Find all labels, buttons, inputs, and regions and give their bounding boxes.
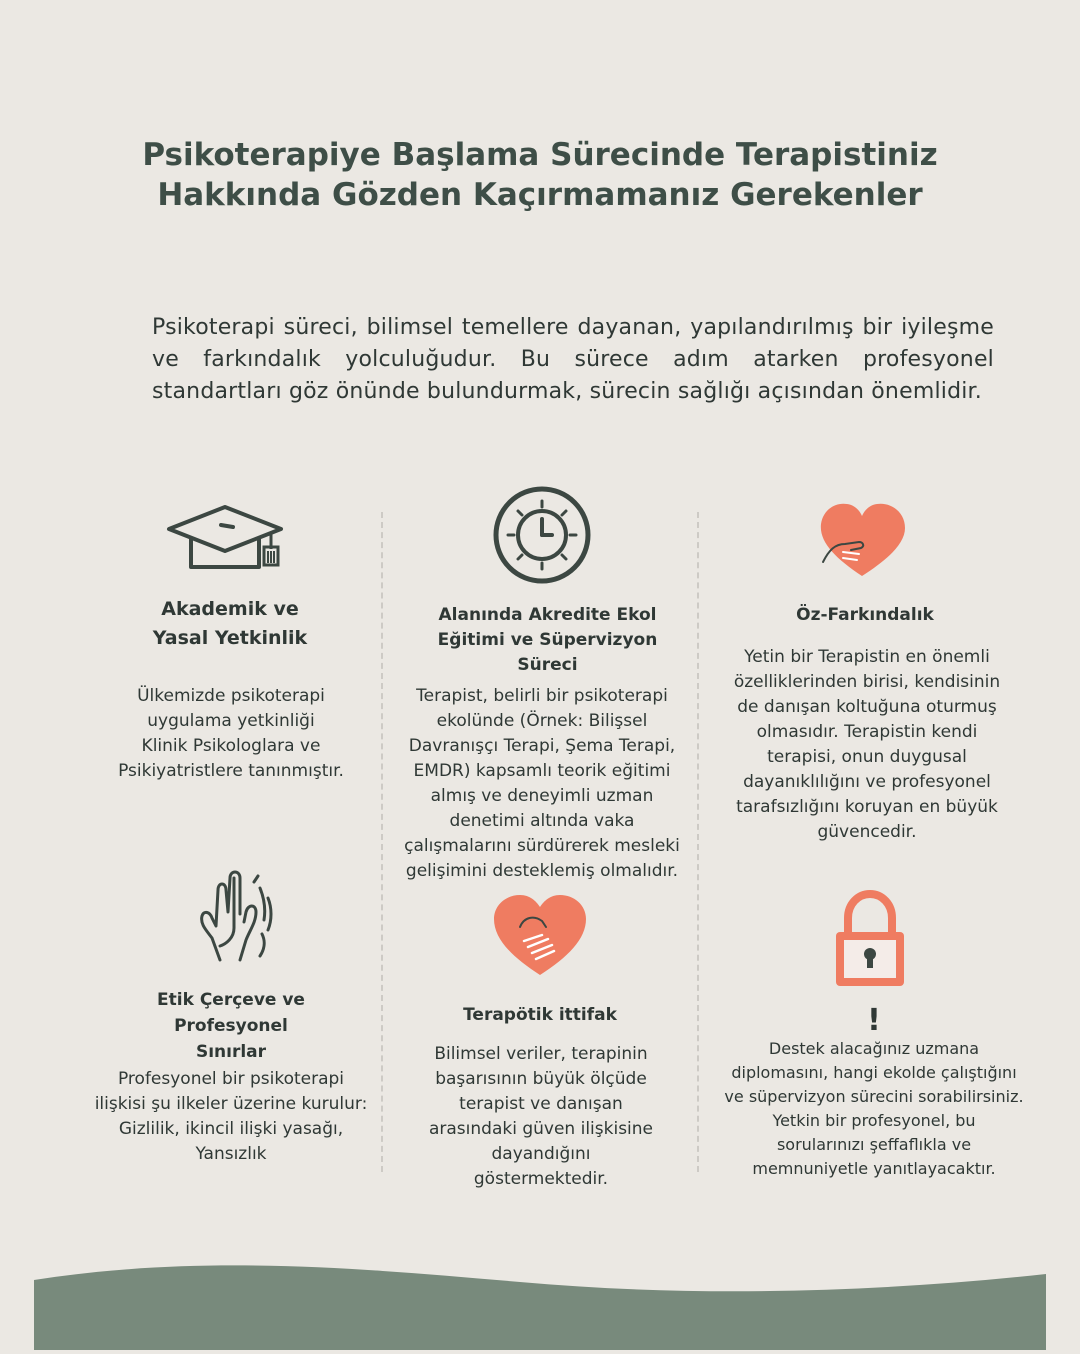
hands-icon	[190, 868, 280, 966]
intro-paragraph: Psikoterapi süreci, bilimsel temellere dayanan, yapılandırılmış bir iyileşme ve farkındalık yolculuğudur. Bu sürece adım atarken profesyonel standartları göz önünde bulundurmak, sürecin sağlığı açısından önemlidir.	[152, 315, 994, 404]
card-title-oz-farkindalik: Öz-Farkındalık	[796, 605, 934, 625]
clock-icon	[490, 485, 594, 585]
card-title-akademik: Akademik ve Yasal Yetkinlik	[152, 598, 308, 649]
card-text-etik: Profesyonel bir psikoterapi ilişkisi şu ilkeler üzerine kurulur: Gizlilik, ikincil ilişki yasağı, Yansızlık	[94, 1069, 368, 1164]
card-title-etik: Etik Çerçeve ve Profesyonel Sınırlar	[157, 990, 305, 1062]
card-title-terapotik: Terapötik ittifak	[463, 1005, 617, 1025]
card-text-oz-farkindalik: Yetin bir Terapistin en önemli özelliklerinden birisi, kendisinin de danışan koltuğuna oturmuş olmasıdır. Terapistin kendi terapisi, onun duygusal dayanıklılığını ve profesyonel tarafsızlığını koruyan en büyük güvencedir.	[733, 647, 1001, 842]
page-title	[90, 135, 990, 215]
padlock-icon	[832, 890, 908, 990]
card-text-terapotik: Bilimsel veriler, terapinin başarısının büyük ölçüde terapist ve danışan arasındaki güven ilişkisine dayandığını göstermektedir.	[428, 1044, 654, 1189]
graduation-cap-icon	[165, 503, 285, 575]
card-text-ekol-egitimi: Terapist, belirli bir psikoterapi ekolünde (Örnek: Bilişsel Davranışçı Terapi, Şema Terapi, EMDR) kapsamlı teorik eğitimi almış ve deneyimli uzman denetimi altında vaka çalışmalarını sürdürerek mesleki gelişimini desteklemiş olmalıdır.	[404, 686, 680, 881]
heart-hand-icon	[815, 500, 910, 580]
card-title-ekol-egitimi: Alanında Akredite Ekol Eğitimi ve Süpervizyon Süreci	[437, 605, 658, 675]
card-text-akademik: Ülkemizde psikoterapi uygulama yetkinliği Klinik Psikologlara ve Psikiyatristlere tanınmıştır.	[118, 686, 344, 781]
heart-handshake-icon	[490, 893, 590, 977]
column-divider-left	[381, 512, 383, 1172]
page-title-line-2: Hakkında Gözden Kaçırmamanız Gerekenler	[157, 177, 923, 213]
card-text-destek: Destek alacağınız uzmana diplomasını, hangi ekolde çalıştığını ve süpervizyon sürecini sorabilirsiniz. Yetkin bir profesyonel, bu sorularınızı şeffaflıkla ve memnuniyetle yanıtlayacaktır.	[724, 1039, 1024, 1178]
column-divider-right	[697, 512, 699, 1172]
exclamation-mark: !	[867, 1003, 881, 1038]
page-title-line-1: Psikoterapiye Başlama Sürecinde Terapistiniz	[142, 137, 938, 173]
bottom-wave	[0, 1240, 1080, 1350]
